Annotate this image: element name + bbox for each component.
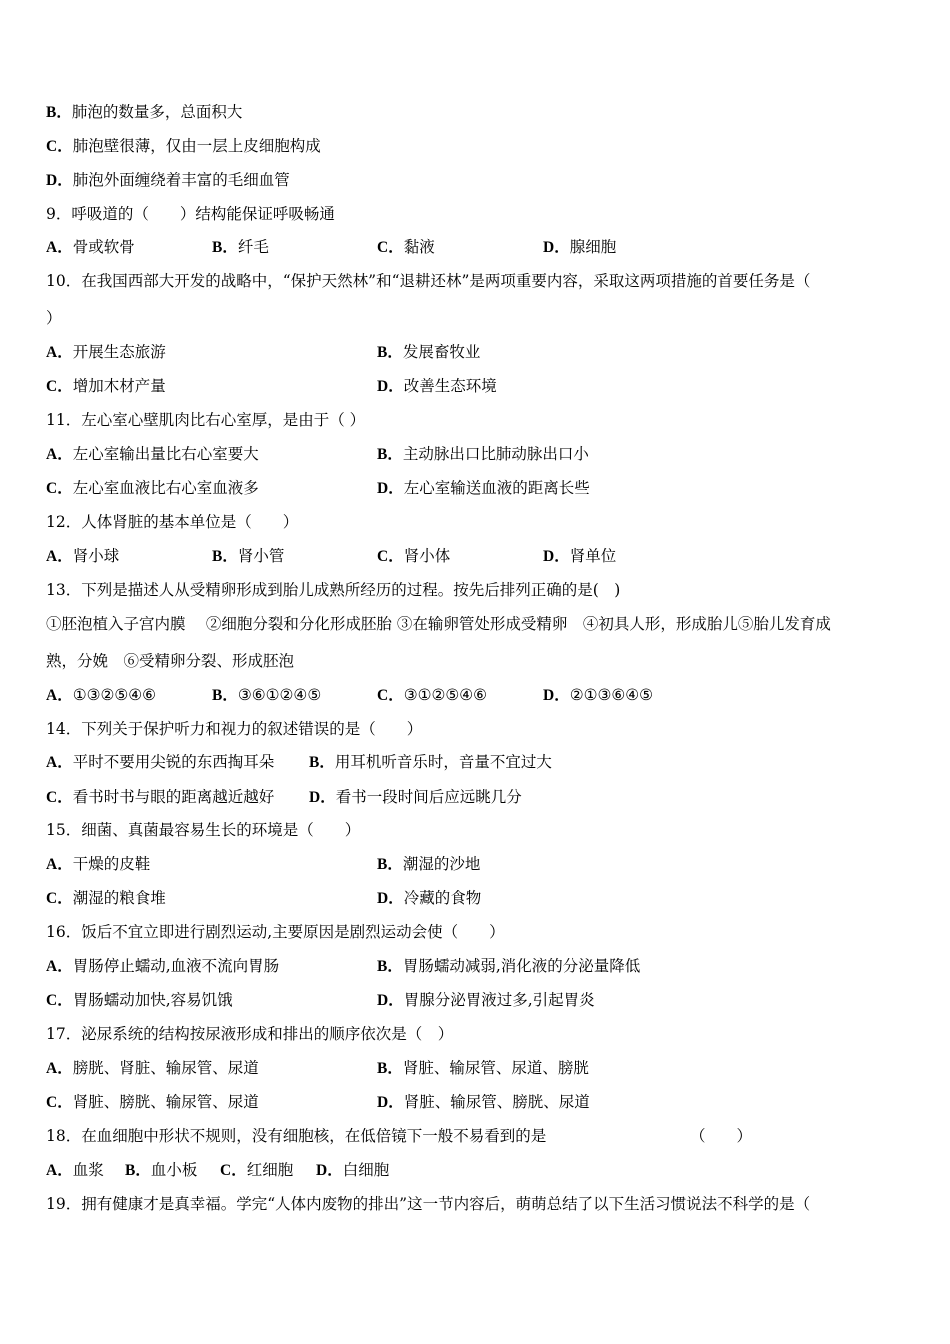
q13-option-d: D．②①③⑥④⑤ (543, 686, 654, 704)
question-15-stem: 15．细菌、真菌最容易生长的环境是（ ） (46, 821, 361, 839)
q16-option-b: B．胃肠蠕动减弱,消化液的分泌量降低 (377, 957, 641, 975)
option-row: C．肺泡壁很薄，仅由一层上皮细胞构成 (46, 137, 321, 155)
q9-option-a: A．骨或软骨 (46, 238, 135, 256)
question-14-stem: 14．下列关于保护听力和视力的叙述错误的是（ ） (46, 720, 423, 738)
q17-option-c: C．肾脏、膀胱、输尿管、尿道 (46, 1093, 259, 1111)
q15-option-a: A．干燥的皮鞋 (46, 855, 151, 873)
q14-option-c: C．看书时书与眼的距离越近越好 (46, 788, 275, 806)
q18-option-a: A．血浆 (46, 1161, 104, 1179)
q17-option-a: A．膀胱、肾脏、输尿管、尿道 (46, 1059, 259, 1077)
q10-option-d: D．改善生态环境 (377, 377, 497, 395)
q11-option-d: D．左心室输送血液的距离长些 (377, 479, 590, 497)
q13-option-c: C．③①②⑤④⑥ (377, 686, 488, 704)
question-13-stem-cont: ①胚泡植入子宫内膜 ②细胞分裂和分化形成胚胎 ③在输卵管处形成受精卵 ④初具人形，形成胎儿⑤胎儿发育成 (46, 615, 831, 633)
q10-option-b: B．发展畜牧业 (377, 343, 481, 361)
question-12-stem: 12．人体肾脏的基本单位是（ ） (46, 513, 299, 531)
q10-option-c: C．增加木材产量 (46, 377, 166, 395)
q12-option-b: B．肾小管 (212, 547, 285, 565)
question-18-stem: 18．在血细胞中形状不规则，没有细胞核，在低倍镜下一般不易看到的是 (46, 1127, 547, 1145)
q15-option-b: B．潮湿的沙地 (377, 855, 481, 873)
q11-option-a: A．左心室输出量比右心室要大 (46, 445, 259, 463)
q15-option-c: C．潮湿的粮食堆 (46, 889, 166, 907)
q13-option-b: B．③⑥①②④⑤ (212, 686, 322, 704)
q12-option-d: D．肾单位 (543, 547, 617, 565)
question-9-stem: 9．呼吸道的（ ）结构能保证呼吸畅通 (46, 205, 335, 223)
question-17-stem: 17．泌尿系统的结构按尿液形成和排出的顺序依次是（ ） (46, 1025, 454, 1043)
q15-option-d: D．冷藏的食物 (377, 889, 482, 907)
option-row: B．肺泡的数量多，总面积大 (46, 103, 243, 121)
q13-option-a: A．①③②⑤④⑥ (46, 686, 157, 704)
question-18-bracket: （ ） (690, 1127, 753, 1145)
q9-option-c: C．黏液 (377, 238, 435, 256)
q17-option-d: D．肾脏、输尿管、膀胱、尿道 (377, 1093, 590, 1111)
question-10-stem-cont: ） (46, 309, 62, 327)
q9-option-b: B．纤毛 (212, 238, 269, 256)
q18-option-d: D．白细胞 (316, 1161, 390, 1179)
q9-option-d: D．腺细胞 (543, 238, 617, 256)
q16-option-c: C．胃肠蠕动加快,容易饥饿 (46, 991, 233, 1009)
q16-option-a: A．胃肠停止蠕动,血液不流向胃肠 (46, 957, 280, 975)
q16-option-d: D．胃腺分泌胃液过多,引起胃炎 (377, 991, 595, 1009)
question-13-stem-cont2: 熟，分娩 ⑥受精卵分裂、形成胚泡 (46, 652, 295, 670)
q11-option-c: C．左心室血液比右心室血液多 (46, 479, 259, 497)
question-19-stem: 19．拥有健康才是真幸福。学完“人体内废物的排出”这一节内容后，萌萌总结了以下生活习惯说法不科学的是（ (46, 1195, 811, 1213)
q14-option-d: D．看书一段时间后应远眺几分 (309, 788, 522, 806)
q14-option-a: A．平时不要用尖锐的东西掏耳朵 (46, 753, 275, 771)
q18-option-b: B．血小板 (125, 1161, 198, 1179)
q14-option-b: B．用耳机听音乐时，音量不宜过大 (309, 753, 552, 771)
q18-option-c: C．红细胞 (220, 1161, 294, 1179)
q11-option-b: B．主动脉出口比肺动脉出口小 (377, 445, 589, 463)
q10-option-a: A．开展生态旅游 (46, 343, 166, 361)
question-11-stem: 11．左心室心壁肌肉比右心室厚，是由于（ ） (46, 411, 366, 429)
option-row: D．肺泡外面缠绕着丰富的毛细血管 (46, 171, 290, 189)
question-13-stem: 13．下列是描述人从受精卵形成到胎儿成熟所经历的过程。按先后排列正确的是( ) (46, 581, 621, 599)
q12-option-a: A．肾小球 (46, 547, 120, 565)
q12-option-c: C．肾小体 (377, 547, 451, 565)
question-10-stem: 10．在我国西部大开发的战略中，“保护天然林”和“退耕还林”是两项重要内容，采取这两项措施的首要任务是（ (46, 272, 811, 290)
question-16-stem: 16．饭后不宜立即进行剧烈运动,主要原因是剧烈运动会使（ ） (46, 923, 505, 941)
q17-option-b: B．肾脏、输尿管、尿道、膀胱 (377, 1059, 589, 1077)
